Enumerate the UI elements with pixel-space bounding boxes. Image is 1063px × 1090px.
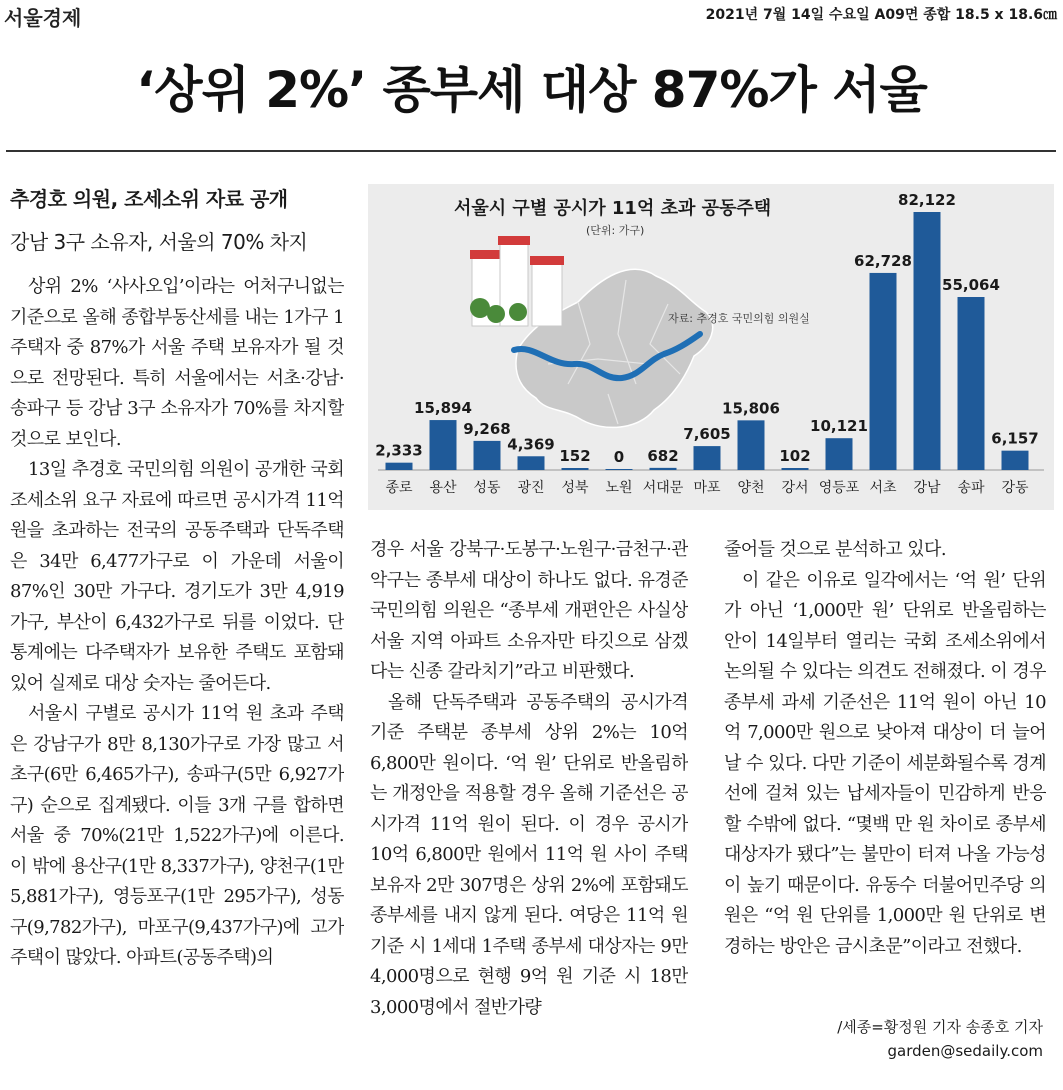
paragraph: 서울시 구별로 공시가 11억 원 초과 주택은 강남구가 8만 8,130가구로 가장 많고 서초구(6만 6,465가구), 송파구(5만 6,927가구) 순으로 집계됐다. 이들 3개 구를 합하면 서울 중 70%(21만 1,522가구)에 이른다. 이 밖에 용산구(1만 8,337가구), 양천구(1만 5,881가구), 영등포구(1만 295가구), 성동구(9,782가구), 마포구(9,437가구)에 고가 주택이 많았다. 아파트(공동주택)의 bbox=[10, 703, 344, 968]
value-label: 4,369 bbox=[507, 435, 555, 454]
paragraph: 올해 단독주택과 공동주택의 공시가격 기준 주택분 종부세 상위 2%는 10억 6,800만 원이다. ‘억 원’ 단위로 반올림하는 개정안을 적용할 경우 올해 기준선은 공시가격 11억 원이 된다. 이 경우 공시가 10억 6,800만 원에서 11억 원 사이 주택 보유자 2만 307명은 상위 2%에 포함돼도 종부세를 내지 않게 된다. 여당은 11억 원 기준 시 1세대 1주택 종부세 대상자는 9만 4,000명으로 현행 9억 원 기준 시 18만 3,000명에서 절반가량 bbox=[370, 691, 688, 1018]
value-label: 152 bbox=[559, 447, 591, 465]
tree bbox=[487, 305, 505, 323]
value-label: 102 bbox=[779, 447, 811, 465]
bar-서초 bbox=[870, 273, 897, 470]
bar-종로 bbox=[386, 463, 413, 470]
byline bbox=[837, 1015, 1043, 1063]
bar-송파 bbox=[958, 297, 985, 470]
bar-서대문 bbox=[650, 468, 677, 470]
category-label: 영등포 bbox=[818, 480, 860, 496]
byline-reporters: /세종=황정원 기자 송종호 기자 bbox=[837, 1018, 1043, 1036]
category-label: 송파 bbox=[957, 480, 985, 496]
category-label: 광진 bbox=[517, 480, 545, 496]
building-roof bbox=[498, 236, 530, 245]
bar-용산 bbox=[430, 420, 457, 470]
tree bbox=[470, 298, 490, 318]
publication-info: 2021년 7월 14일 수요일 A09면 종합 18.5 x 18.6㎝ bbox=[705, 7, 1057, 23]
category-label: 성동 bbox=[473, 480, 501, 496]
tree bbox=[509, 303, 527, 321]
building-roof bbox=[530, 256, 564, 265]
category-label: 마포 bbox=[693, 480, 721, 496]
headline-divider bbox=[6, 150, 1056, 152]
value-label: 55,064 bbox=[942, 276, 1000, 295]
value-label: 15,894 bbox=[414, 399, 472, 418]
bar-노원 bbox=[606, 469, 633, 470]
article-column-3 bbox=[724, 535, 1046, 1087]
masthead: 서울경제 bbox=[4, 6, 82, 30]
category-label: 양천 bbox=[737, 480, 765, 496]
value-label: 2,333 bbox=[375, 441, 423, 460]
category-label: 서초 bbox=[869, 480, 897, 496]
chart-unit-label: (단위: 가구) bbox=[586, 224, 645, 237]
paragraph: 13일 추경호 국민의힘 의원이 공개한 국회 조세소위 요구 자료에 따르면 공시가격 11억 원을 초과하는 전국의 공동주택과 단독주택은 34만 6,477가구로 이 가운데 서울이 87%인 30만 가구다. 경기도가 3만 4,919가구, 부산이 6,432가구로 뒤를 이었다. 단 통계에는 다주택자가 보유한 주택도 포함돼 있어 실제로 대상 숫자는 줄어든다. bbox=[10, 459, 344, 694]
value-label: 682 bbox=[647, 446, 679, 465]
value-label: 10,121 bbox=[810, 417, 868, 436]
bar-강동 bbox=[1002, 451, 1029, 470]
category-label: 성북 bbox=[561, 480, 589, 496]
building bbox=[532, 262, 562, 326]
bar-양천 bbox=[738, 420, 765, 470]
value-label: 6,157 bbox=[991, 429, 1039, 448]
category-label: 종로 bbox=[385, 480, 413, 496]
subheadline-1: 추경호 의원, 조세소위 자료 공개 bbox=[10, 187, 288, 211]
category-label: 강남 bbox=[913, 480, 941, 496]
value-label: 0 bbox=[613, 448, 625, 466]
value-label: 15,806 bbox=[722, 399, 780, 418]
value-label: 9,268 bbox=[463, 419, 511, 438]
paragraph: 경우 서울 강북구·도봉구·노원구·금천구·관악구는 종부세 대상이 하나도 없다. 유경준 국민의힘 의원은 “종부세 개편안은 사실상 서울 지역 아파트 소유자만 타깃으로 삼겠다는 신종 갈라치기”라고 비판했다. bbox=[370, 539, 688, 682]
bar-강남 bbox=[914, 212, 941, 470]
paragraph: 줄어들 것으로 분석하고 있다. bbox=[724, 539, 946, 560]
bar-chart bbox=[368, 184, 1054, 510]
bar-마포 bbox=[694, 446, 721, 470]
bar-영등포 bbox=[826, 438, 853, 470]
chart-source-label: 자료: 추경호 국민의힘 의원실 bbox=[668, 312, 810, 325]
chart-canvas bbox=[368, 184, 1054, 510]
article-column-1 bbox=[10, 272, 344, 1084]
byline-email: garden@sedaily.com bbox=[887, 1042, 1043, 1060]
category-label: 노원 bbox=[605, 480, 633, 496]
bar-광진 bbox=[518, 456, 545, 470]
headline: ‘상위 2%’ 종부세 대상 87%가 서울 bbox=[136, 61, 927, 119]
subheadline-2: 강남 3구 소유자, 서울의 70% 차지 bbox=[10, 230, 308, 254]
value-label: 7,605 bbox=[683, 425, 731, 444]
paragraph: 이 같은 이유로 일각에서는 ‘억 원’ 단위가 아닌 ‘1,000만 원’ 단위로 반올림하는 안이 14일부터 열리는 국회 조세소위에서 논의될 수 있다는 의견도 전해졌다. 이 경우 종부세 과세 기준선은 11억 원이 아닌 10억 7,000만 원으로 낮아져 대상이 더 늘어날 수 있다. 다만 기준이 세분화될수록 경계선에 걸쳐 있는 납세자들이 민감하게 반응할 수밖에 없다. “몇백 만 원 차이로 종부세 대상자가 됐다”는 불만이 터져 나올 가능성이 높기 때문이다. 유동수 더불어민주당 의원은 “억 원 단위를 1,000만 원 단위로 변경하는 방안은 금시초문”이라고 전했다. bbox=[724, 569, 1046, 957]
apartment-illustration bbox=[470, 236, 564, 326]
paragraph: 상위 2% ‘사사오입’이라는 어처구니없는 기준으로 올해 종합부동산세를 내는 1가구 1주택자 중 87%가 서울 주택 보유자가 될 것으로 전망된다. 특히 서울에서는 서초·강남·송파구 등 강남 3구 소유자가 70%를 차지할 것으로 보인다. bbox=[10, 276, 344, 450]
article-column-2 bbox=[370, 535, 688, 1087]
value-label: 62,728 bbox=[854, 251, 912, 270]
bar-성동 bbox=[474, 441, 501, 470]
chart-title: 서울시 구별 공시가 11억 초과 공동주택 bbox=[454, 198, 772, 219]
category-label: 강서 bbox=[781, 480, 809, 496]
category-label: 용산 bbox=[429, 480, 457, 496]
category-label: 강동 bbox=[1001, 480, 1029, 496]
bar-성북 bbox=[562, 468, 589, 470]
category-label: 서대문 bbox=[642, 480, 684, 496]
bar-강서 bbox=[782, 468, 809, 470]
value-label: 82,122 bbox=[898, 191, 956, 209]
